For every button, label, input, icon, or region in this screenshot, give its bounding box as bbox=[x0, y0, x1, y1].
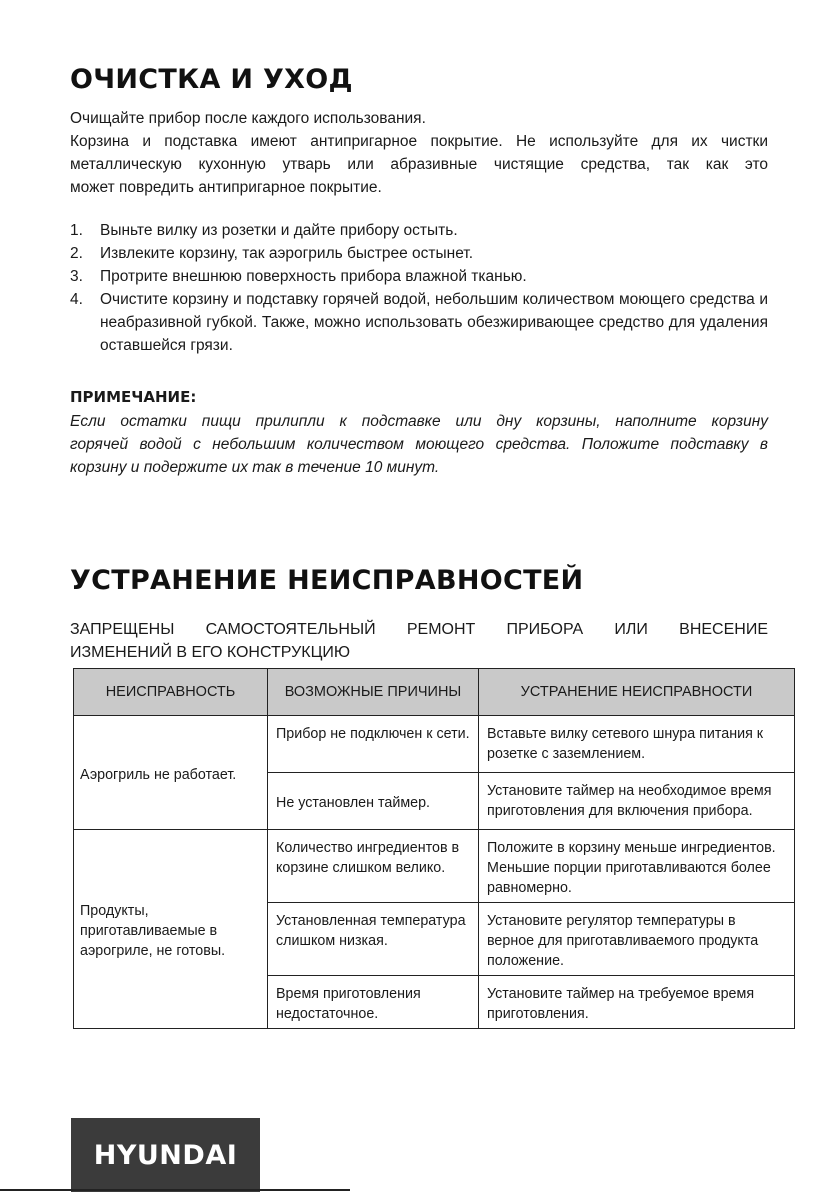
note-line: Если остатки пищи прилипли к подставке или дну корзины, наполните корзину bbox=[70, 413, 768, 430]
list-item bbox=[70, 242, 768, 265]
troubleshooting-table bbox=[73, 668, 795, 1029]
table-row bbox=[74, 830, 795, 903]
cause-cell: Время приготовления недостаточное. bbox=[268, 976, 479, 1029]
intro-line: металлическую кухонную утварь или абразивные чистящие средства, так как это bbox=[70, 156, 768, 173]
cleaning-intro bbox=[70, 107, 768, 199]
table-header-row bbox=[74, 669, 795, 716]
list-item bbox=[70, 288, 768, 357]
cleaning-title: ОЧИСТКА И УХОД bbox=[70, 64, 353, 95]
note-title: ПРИМЕЧАНИЕ: bbox=[70, 388, 197, 406]
header-causes: ВОЗМОЖНЫЕ ПРИЧИНЫ bbox=[268, 669, 479, 716]
note-text bbox=[70, 410, 768, 479]
intro-line: Корзина и подставка имеют антипригарное покрытие. Не используйте для их чистки bbox=[70, 133, 768, 150]
step-number: 1. bbox=[70, 222, 83, 239]
solution-cell: Установите регулятор температуры в верное для приготавливаемого продукта положение. bbox=[479, 903, 795, 976]
step-text: Выньте вилку из розетки и дайте прибору остыть. bbox=[100, 222, 458, 239]
brand-logo bbox=[71, 1118, 260, 1192]
repair-warning bbox=[70, 618, 768, 664]
solution-cell: Положите в корзину меньше ингредиентов. Меньшие порции приготавливаются более равномерно. bbox=[479, 830, 795, 903]
cause-cell: Количество ингредиентов в корзине слишком велико. bbox=[268, 830, 479, 903]
step-text: Извлеките корзину, так аэрогриль быстрее остынет. bbox=[100, 245, 473, 262]
issue-cell: Продукты, приготавливаемые в аэрогриле, не готовы. bbox=[74, 830, 268, 1029]
troubleshooting-title: УСТРАНЕНИЕ НЕИСПРАВНОСТЕЙ bbox=[70, 565, 584, 596]
step-number: 4. bbox=[70, 291, 83, 308]
step-text: Протрите внешнюю поверхность прибора влажной тканью. bbox=[100, 268, 527, 285]
cause-cell: Установленная температура слишком низкая. bbox=[268, 903, 479, 976]
cause-cell: Прибор не подключен к сети. bbox=[268, 716, 479, 773]
intro-line: Очищайте прибор после каждого использования. bbox=[70, 110, 426, 127]
list-item bbox=[70, 265, 768, 288]
step-number: 3. bbox=[70, 268, 83, 285]
step-number: 2. bbox=[70, 245, 83, 262]
list-item bbox=[70, 219, 768, 242]
solution-cell: Вставьте вилку сетевого шнура питания к розетке с заземлением. bbox=[479, 716, 795, 773]
footer-divider bbox=[0, 1189, 350, 1191]
solution-cell: Установите таймер на требуемое время приготовления. bbox=[479, 976, 795, 1029]
issue-cell: Аэрогриль не работает. bbox=[74, 716, 268, 830]
cleaning-steps bbox=[70, 219, 768, 357]
header-issue: НЕИСПРАВНОСТЬ bbox=[74, 669, 268, 716]
note-line: горячей водой с небольшим количеством моющего средства. Положите подставку в bbox=[70, 436, 768, 453]
warning-line: ИЗМЕНЕНИЙ В ЕГО КОНСТРУКЦИЮ bbox=[70, 644, 351, 661]
note-line: корзину и подержите их так в течение 10 минут. bbox=[70, 459, 440, 476]
intro-line: может повредить антипригарное покрытие. bbox=[70, 179, 382, 196]
header-solutions: УСТРАНЕНИЕ НЕИСПРАВНОСТИ bbox=[479, 669, 795, 716]
brand-logo-text: HYUNDAI bbox=[93, 1139, 238, 1171]
cause-cell: Не установлен таймер. bbox=[268, 773, 479, 830]
table-row bbox=[74, 716, 795, 773]
step-text: Очистите корзину и подставку горячей водой, небольшим количеством моющего средства и неабразивной губкой. Также, можно использовать обезжиривающее средство для удаления оставшейся грязи. bbox=[100, 291, 768, 354]
solution-cell: Установите таймер на необходимое время приготовления для включения прибора. bbox=[479, 773, 795, 830]
warning-line: ЗАПРЕЩЕНЫ САМОСТОЯТЕЛЬНЫЙ РЕМОНТ ПРИБОРА ИЛИ ВНЕСЕНИЕ bbox=[70, 621, 768, 638]
